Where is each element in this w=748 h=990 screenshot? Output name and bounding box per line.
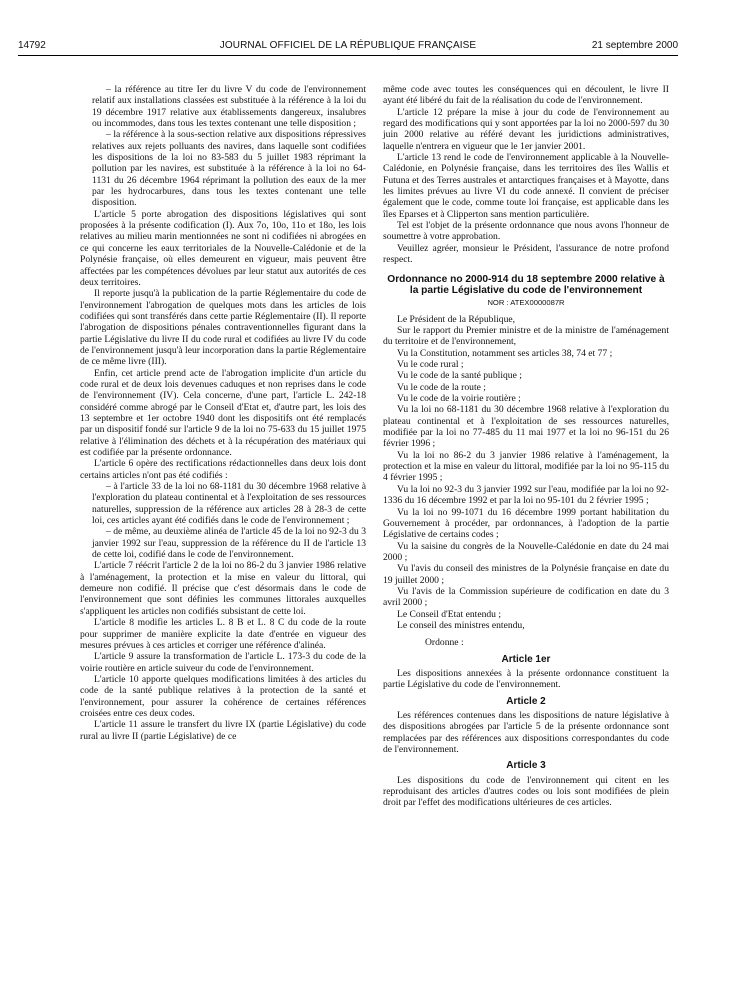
paragraph: Il reporte jusqu'à la publication de la partie Réglementaire du code de l'environnement l'abrogation de quelques mots dans les articles de lois codifiées qui sont transférés dans cette partie Réglementaire (II). Il reporte l'abrogation de dispositions pénales contraventionnelles figurant dans la partie Législative du livre II du code rural et codifiées au livre IV du code de l'environnement jusqu'à leur incorporation dans la partie Réglementaire de ce même livre (III). — [80, 288, 366, 368]
report-conclusion — [383, 84, 669, 266]
paragraph: Enfin, cet article prend acte de l'abrogation implicite d'un article du code rural et de deux lois devenues caduques et non reprises dans le code de l'environnement (IV). Cela concerne, d'une part, l'article L. 242-18 considéré comme abrogé par le Conseil d'Etat et, d'autre part, les lois des 13 septembre et 1er octobre 1940 dont les dispositifs ont été remplacés par un dispositif fondé sur l'article 9 de la loi no 75-633 du 15 juillet 1975 relative à l'élimination des déchets et à la récupération des matériaux qui est codifiée par la présente ordonnance. — [80, 367, 366, 458]
visa-line: Sur le rapport du Premier ministre et de la ministre de l'aménagement du territoire et de l'environnement, — [383, 325, 669, 348]
paragraph: même code avec toutes les conséquences qui en découlent, le livre II ayant été libéré du fait de la réalisation du code de l'environnement. — [383, 84, 669, 107]
paragraph: L'article 9 assure la transformation de l'article L. 173-3 du code de la voirie routière en article suiveur du code de l'environnement. — [80, 651, 366, 674]
issue-date: 21 septembre 2000 — [591, 40, 678, 51]
visas-list — [383, 314, 669, 632]
ordonne-label: Ordonne : — [425, 637, 464, 649]
paragraph: Tel est l'objet de la présente ordonnance que nous avons l'honneur de soumettre à votre approbation. — [383, 220, 669, 243]
bullet-item: – la référence à la sous-section relative aux dispositions répressives relatives aux rejets polluants des navires, dans laquelle sont codifiées les dispositions de la loi no 83-583 du 5 juillet 1983 réprimant la pollution par les navires, est substituée à la référence à la loi no 64-1131 du 26 décembre 1964 réprimant la pollution des eaux de la mer par les hydrocarbures, dans tous les textes contenant une telle disposition. — [92, 129, 366, 209]
visa-line: Vu l'avis du conseil des ministres de la Polynésie française en date du 19 juillet 2000 ; — [383, 563, 669, 586]
bullet-item: – la référence au titre Ier du livre V du code de l'environnement relatif aux installations classées est substituée à la référence à la loi du 19 décembre 1917 relative aux établissements dangereux, insalubres ou incommodes, dans tous les textes contenant une telle disposition ; — [92, 84, 366, 130]
header-rule — [18, 55, 678, 56]
nor-reference: NOR : ATEX0000087R — [487, 298, 565, 308]
visa-line: Vu la loi no 68-1181 du 30 décembre 1968 relative à l'exploration du plateau continental et à l'exploitation de ses ressources naturelles, modifiée par la loi no 77-485 du 11 mai 1977 et la loi no 96-151 du 26 février 1996 ; — [383, 404, 669, 450]
visa-line: Vu le code de la route ; — [397, 381, 486, 393]
ordinance-title: Ordonnance no 2000-914 du 18 septembre 2000 relative à la partie Législative du code de l'environnement — [387, 273, 665, 296]
paragraph: L'article 10 apporte quelques modifications limitées à des articles du code de la santé publique relatives à la protection de la santé et l'environnement, pour assurer la cohérence de certaines références croisées entre ces deux codes. — [80, 673, 366, 719]
paragraph: Veuillez agréer, monsieur le Président, l'assurance de notre profond respect. — [383, 242, 669, 266]
paragraph: L'article 8 modifie les articles L. 8 B et L. 8 C du code de la route pour supprimer de manière explicite la date d'entrée en vigueur des mesures prévues à ces articles et corriger une référence d'alinéa. — [80, 617, 366, 651]
left-column — [80, 84, 366, 742]
paragraph: L'article 12 prépare la mise à jour du code de l'environnement au regard des modifications qui y sont apportées par la loi no 2000-597 du 30 juin 2000 relative au référé devant les juridictions administratives, laquelle n'entrera en vigueur que le 1er janvier 2001. — [383, 106, 669, 152]
visa-line: Vu la Constitution, notamment ses articles 38, 74 et 77 ; — [397, 347, 613, 359]
paragraph: L'article 7 réécrit l'article 2 de la loi no 86-2 du 3 janvier 1986 relative à l'aménagement, la protection et la mise en valeur du littoral, qui demeure non codifié. Il précise que c'est désormais dans le code de l'environnement que sont définies les communes littorales auxquelles s'appliquent les articles non codifiés subsistant de cette loi. — [80, 560, 366, 617]
paragraph: L'article 6 opère des rectifications rédactionnelles dans deux lois dont certains articles n'ont pas été codifiés : — [80, 458, 366, 481]
paragraph: L'article 13 rend le code de l'environnement applicable à la Nouvelle-Calédonie, en Polynésie française, dans les territoires des îles Wallis et Futuna et des Terres australes et antarctiques françaises et à Mayotte, dans les limites prévues au livre VI du code annexé. Il convient de préciser également que le code, comme toute loi française, est applicable dans les îles Eparses et à Clipperton sans mention particulière. — [383, 152, 669, 220]
article-text: Les dispositions annexées à la présente ordonnance constituent la partie Législative du code de l'environnement. — [383, 667, 669, 691]
journal-title: JOURNAL OFFICIEL DE LA RÉPUBLIQUE FRANÇAISE — [219, 40, 477, 51]
article-text: Les dispositions du code de l'environnement qui citent en les reproduisant des articles d'autres codes ou lois sont modifiées de plein droit par l'effet des modifications ultérieures de ces articles. — [383, 774, 669, 809]
article-heading: Article 3 — [506, 760, 546, 772]
article-heading: Article 2 — [506, 695, 546, 707]
page-header — [18, 40, 678, 54]
visa-line: Le Président de la République, — [397, 313, 516, 325]
visa-line: Le conseil des ministres entendu, — [397, 619, 525, 631]
visa-line: Vu le code rural ; — [397, 359, 464, 371]
bullet-item: – à l'article 33 de la loi no 68-1181 du 30 décembre 1968 relative à l'exploration du plateau continental et à l'exploitation de ses ressources naturelles, suppression de la référence aux articles 28 à 28-3 de cette loi, ces articles ayant été codifiés dans le code de l'environnement ; — [92, 481, 366, 527]
visa-line: Vu l'avis de la Commission supérieure de codification en date du 3 avril 2000 ; — [383, 585, 669, 609]
paragraph: L'article 5 porte abrogation des dispositions législatives qui sont proposées à la présente codification (I). Aux 7o, 10o, 11o et 18o, les lois relatives au milieu marin mentionnées ne sont ni codifiées ni abrogées en ce qui concerne les eaux territoriales de la Nouvelle-Calédonie et de la Polynésie française, où elles demeurent en vigueur, mais peuvent être affectées par les compétences dévolues par leur statut aux autorités de ces deux territoires. — [80, 208, 366, 288]
article-text: Les références contenues dans les dispositions de nature législative à des dispositions abrogées par l'article 5 de la présente ordonnance sont remplacées par des références aux dispositions correspondantes du code de l'environnement. — [383, 710, 669, 756]
bullet-item: – de même, au deuxième alinéa de l'article 45 de la loi no 92-3 du 3 janvier 1992 sur l'eau, suppression de la référence du II de l'article 13 de cette loi, codifié dans le code de l'environnement. — [92, 526, 366, 561]
page-number: 14792 — [18, 40, 46, 51]
visa-line: Le Conseil d'Etat entendu ; — [397, 608, 502, 620]
visa-line: Vu la loi no 92-3 du 3 janvier 1992 sur l'eau, modifiée par la loi no 92-1336 du 16 décembre 1992 et par la loi no 95-101 du 2 février 1995 ; — [383, 483, 669, 507]
paragraph: L'article 11 assure le transfert du livre IX (partie Législative) du code rural au livre II (partie Législative) de ce — [80, 719, 366, 742]
article-heading: Article 1er — [501, 653, 551, 665]
articles-list — [383, 654, 669, 809]
visa-line: Vu la saisine du congrès de la Nouvelle-Calédonie en date du 24 mai 2000 ; — [383, 540, 669, 563]
visa-line: Vu la loi no 99-1071 du 16 décembre 1999 portant habilitation du Gouvernement à procéder, par ordonnances, à l'adoption de la partie Législative de certains codes ; — [383, 506, 669, 541]
right-column — [383, 84, 669, 809]
visa-line: Vu le code de la santé publique ; — [397, 370, 522, 382]
visa-line: Vu la loi no 86-2 du 3 janvier 1986 relative à l'aménagement, la protection et la mise en valeur du littoral, modifiée par la loi no 95-115 du 4 février 1995 ; — [383, 449, 669, 484]
visa-line: Vu le code de la voirie routière ; — [397, 393, 521, 405]
